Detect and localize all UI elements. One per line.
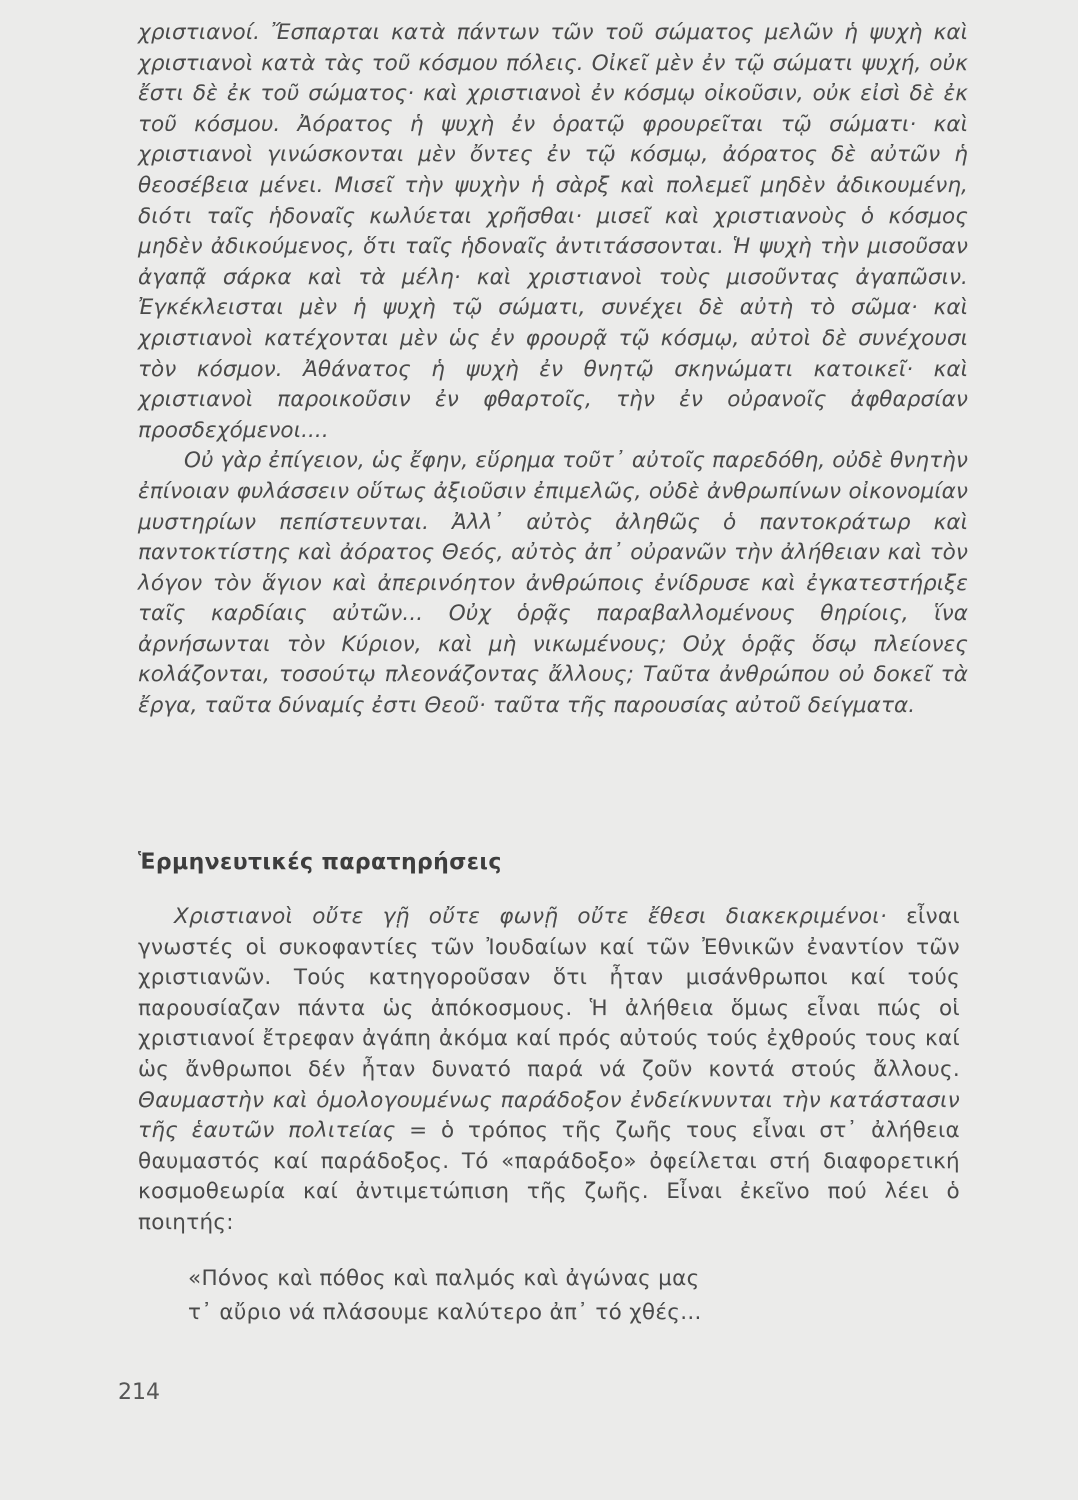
commentary-text-run: = ὁ τρόπος τῆς ζωῆς τους εἶναι στ᾽ ἀλήθεια θαυμαστός καί παράδοξος. Τό «παράδοξο» ὀφείλεται στή διαφορετική κοσμοθεωρία καί ἀντιμετώπιση τῆς ζωῆς. Εἶναι ἐκεῖνο πού λέει ὁ ποιητής: <box>138 1118 960 1235</box>
poem-line: τ᾽ αὔριο νά πλάσουμε καλύτερο ἀπ᾽ τό χθές... <box>188 1300 702 1325</box>
commentary-text-run: εἶναι γνωστές οἱ συκοφαντίες τῶν Ἰουδαίων καί τῶν Ἐθνικῶν ἐναντίον τῶν χριστιανῶν. Τούς κατηγοροῦσαν ὅτι ἦταν μισάνθρωποι καί τούς παρουσίαζαν πάντα ὡς ἀπόκοσμους. Ἡ ἀλήθεια ὅμως εἶναι πώς οἱ χριστιανοί ἔτρεφαν ἀγάπη ἀκόμα καί πρός αὐτούς τούς ἐχθρούς τους καί ὡς ἄνθρωποι δέν ἦταν δυνατό παρά νά ζοῦν κοντά στούς ἄλλους. <box>138 904 960 1082</box>
section-heading: Ἑρμηνευτικές παρατηρήσεις <box>138 850 502 875</box>
quote-paragraph: χριστιανοί. Ἔσπαρται κατὰ πάντων τῶν τοῦ σώματος μελῶν ἡ ψυχὴ καὶ χριστιανοὶ κατὰ τὰς τοῦ κόσμου πόλεις. Οἰκεῖ μὲν ἐν τῷ σώματι ψυχή, οὐκ ἔστι δὲ ἐκ τοῦ σώματος· καὶ χριστιανοὶ ἐν κόσμῳ οἰκοῦσιν, οὐκ εἰσὶ δὲ ἐκ τοῦ κόσμου. Ἀόρατος ἡ ψυχὴ ἐν ὁρατῷ φρουρεῖται τῷ σώματι· καὶ χριστιανοὶ γινώσκονται μὲν ὄντες ἐν τῷ κόσμῳ, ἀόρατος δὲ αὐτῶν ἡ θεοσέβεια μένει. Μισεῖ τὴν ψυχὴν ἡ σὰρξ καὶ πολεμεῖ μηδὲν ἀδικουμένη, διότι ταῖς ἡδοναῖς κωλύεται χρῆσθαι· μισεῖ καὶ χριστιανοὺς ὁ κόσμος μηδὲν ἀδικούμενος, ὅτι ταῖς ἡδοναῖς ἀντιτάσσονται. Ἡ ψυχὴ τὴν μισοῦσαν ἀγαπᾷ σάρκα καὶ τὰ μέλη· καὶ χριστιανοὶ τοὺς μισοῦντας ἀγαπῶσιν. Ἐγκέκλεισται μὲν ἡ ψυχὴ τῷ σώματι, συνέχει δὲ αὐτὴ τὸ σῶμα· καὶ χριστιανοὶ κατέχονται μὲν ὡς ἐν φρουρᾷ τῷ κόσμῳ, αὐτοὶ δὲ συνέχουσι τὸν κόσμον. Ἀθάνατος ἡ ψυχὴ ἐν θνητῷ σκηνώματι κατοικεῖ· καὶ χριστιανοὶ παροικοῦσιν ἐν φθαρτοῖς, τὴν ἐν οὐρανοῖς ἀφθαρσίαν προσδεχόμενοι.... <box>138 20 968 443</box>
quote-paragraph: Οὐ γὰρ ἐπίγειον, ὡς ἔφην, εὕρημα τοῦτ᾽ αὐτοῖς παρεδόθη, οὐδὲ θνητὴν ἐπίνοιαν φυλάσσειν οὕτως ἀξιοῦσιν ἐπιμελῶς, οὐδὲ ἀνθρωπίνων οἰκονομίαν μυστηρίων πεπίστευνται. Ἀλλ᾽ αὐτὸς ἀληθῶς ὁ παντοκράτωρ καὶ παντοκτίστης καὶ ἀόρατος Θεός, αὐτὸς ἀπ᾽ οὐρανῶν τὴν ἀλήθειαν καὶ τὸν λόγον τὸν ἅγιον καὶ ἀπερινόητον ἀνθρώποις ἐνίδρυσε καὶ ἐγκατεστήριξε ταῖς καρδίαις αὐτῶν... Οὐχ ὁρᾷς παραβαλλομένους θηρίοις, ἵνα ἀρνήσωνται τὸν Κύριον, καὶ μὴ νικωμένους; Οὐχ ὁρᾷς ὅσῳ πλείονες κολάζονται, τοσούτῳ πλεονάζοντας ἄλλους; Ταῦτα ἀνθρώπου οὐ δοκεῖ τὰ ἔργα, ταῦτα δύναμίς ἐστι Θεοῦ· ταῦτα τῆς παρουσίας αὐτοῦ δείγματα. <box>138 448 968 719</box>
poem-line: «Πόνος καὶ πόθος καὶ παλμός καὶ ἀγώνας μας <box>188 1266 700 1291</box>
patristic-quote <box>138 18 968 722</box>
poem-quote <box>188 1262 948 1330</box>
italic-citation: Χριστιανοὶ οὔτε γῇ οὔτε φωνῇ οὔτε ἔθεσι διακεκριμένοι· <box>174 904 888 929</box>
page-number: 214 <box>118 1380 160 1405</box>
commentary-paragraph <box>138 902 960 1239</box>
italic-citation: Θαυμαστὴν καὶ ὁμολογουμένως παράδοξον ἐνδείκνυνται τὴν κατάστασιν τῆς ἑαυτῶν πολιτείας <box>138 1087 960 1144</box>
commentary-text <box>138 902 960 1239</box>
